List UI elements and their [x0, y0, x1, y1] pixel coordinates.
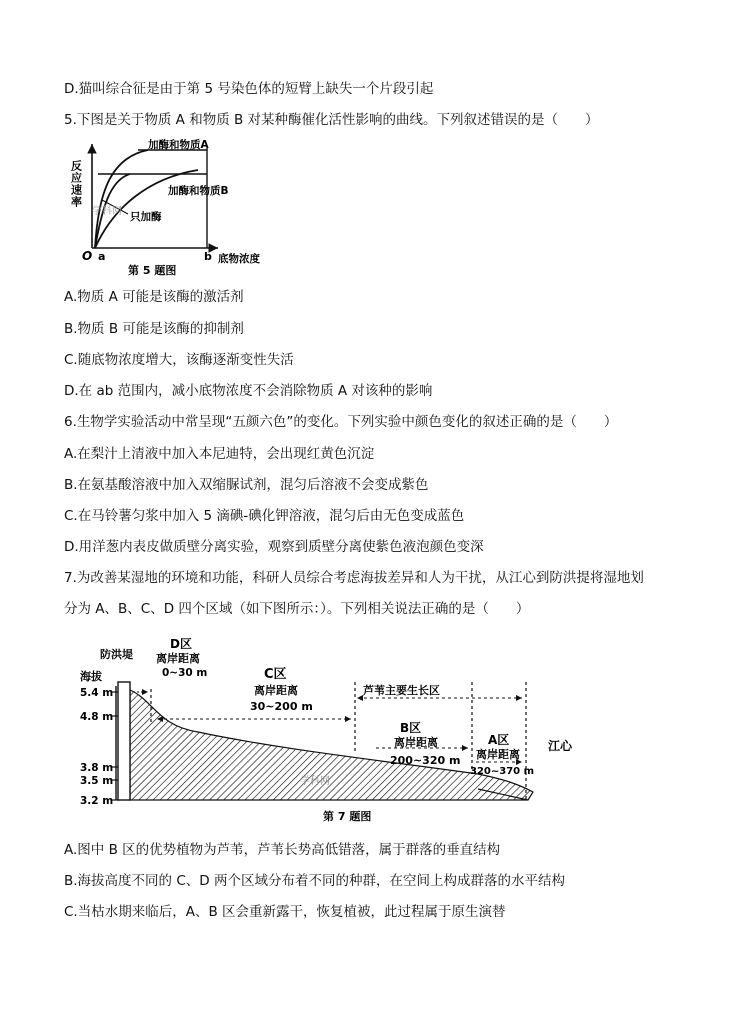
watermark: 学科网	[92, 206, 122, 217]
y-tick-0: 5.4 m	[80, 687, 114, 699]
figure-5-caption: 第 5 题图	[128, 264, 177, 277]
watermark: 学科网	[300, 776, 330, 787]
figure-7-caption: 第 7 题图	[323, 810, 372, 823]
q5-option-c: C.随底物浓度增大，该酶逐渐变性失活	[64, 352, 294, 368]
zone-d-dist: 0~30 m	[162, 667, 208, 679]
zone-d-dist-label: 离岸距离	[156, 652, 200, 665]
reed-zone-label: 芦苇主要生长区	[363, 684, 440, 697]
zone-d-label: D区	[170, 637, 192, 651]
y-tick-4: 3.2 m	[80, 795, 114, 807]
q7-option-b: B.海拔高度不同的 C、D 两个区域分布着不同的种群，在空间上构成群落的水平结构	[64, 873, 565, 889]
zone-b-label: B区	[400, 721, 422, 735]
zone-b-dist-label: 离岸距离	[394, 736, 438, 749]
figure-7-wetland-zones	[78, 634, 608, 824]
q5-option-b: B.物质 B 可能是该酶的抑制剂	[64, 321, 244, 337]
q6-option-b: B.在氨基酸溶液中加入双缩脲试剂，混匀后溶液不会变成紫色	[64, 477, 429, 493]
label-only-enzyme: 只加酶	[130, 211, 162, 223]
figure-5-enzyme-curve	[68, 138, 280, 278]
x-axis-label: 底物浓度	[218, 253, 260, 265]
label-enzyme-plus-a: 加酶和物质A	[148, 139, 209, 151]
q6-option-c: C.在马铃薯匀浆中加入 5 滴碘-碘化钾溶液，混匀后由无色变成蓝色	[64, 508, 465, 524]
q6-option-d: D.用洋葱内表皮做质壁分离实验，观察到质壁分离使紫色液泡颜色变深	[64, 539, 484, 555]
origin-label: O	[82, 249, 93, 263]
y-axis-label: 反应速率	[69, 160, 83, 208]
river-center-label: 江心	[548, 739, 573, 753]
question-7-stem-line-2: 分为 A、B、C、D 四个区域（如下图所示：）。下列相关说法正确的是（ ）	[64, 601, 530, 617]
y-tick-3: 3.5 m	[80, 775, 114, 787]
y-tick-2: 3.8 m	[80, 762, 114, 774]
flood-dam	[118, 682, 130, 800]
dam-label: 防洪堤	[100, 648, 133, 661]
altitude-label: 海拔	[80, 670, 102, 683]
tick-a: a	[98, 250, 106, 263]
zone-c-dist-label: 离岸距离	[254, 684, 298, 697]
zone-a-dist-label: 离岸距离	[476, 748, 520, 761]
zone-c-dist: 30~200 m	[250, 700, 313, 713]
question-6-stem: 6.生物学实验活动中常呈现“五颜六色”的变化。下列实验中颜色变化的叙述正确的是（ ）	[64, 414, 618, 430]
q6-option-a: A.在梨汁上清液中加入本尼迪特，会出现红黄色沉淀	[64, 446, 375, 462]
question-5-stem: 5.下图是关于物质 A 和物质 B 对某种酶催化活性影响的曲线。下列叙述错误的是（ ）	[64, 112, 599, 128]
label-enzyme-plus-b: 加酶和物质B	[168, 185, 229, 197]
option-d-previous: D.猫叫综合征是由于第 5 号染色体的短臂上缺失一个片段引起	[64, 81, 434, 97]
tick-b: b	[204, 250, 212, 263]
zone-b-dist: 200~320 m	[390, 754, 461, 767]
q7-option-c: C.当枯水期来临后，A、B 区会重新露干，恢复植被，此过程属于原生演替	[64, 904, 506, 920]
q5-option-d: D.在 ab 范围内，减小底物浓度不会消除物质 A 对该种的影响	[64, 383, 433, 399]
zone-c-label: C区	[264, 667, 287, 682]
q7-option-a: A.图中 B 区的优势植物为芦苇，芦苇长势高低错落，属于群落的垂直结构	[64, 842, 501, 858]
zone-a-label: A区	[488, 733, 510, 747]
y-tick-1: 4.8 m	[80, 711, 114, 723]
zone-a-dist: 320~370 m	[470, 766, 535, 777]
q5-option-a: A.物质 A 可能是该酶的激活剂	[64, 289, 244, 305]
question-7-stem-line-1: 7.为改善某湿地的环境和功能，科研人员综合考虑海拔差异和人为干扰，从江心到防洪提将湿地划	[64, 570, 644, 586]
